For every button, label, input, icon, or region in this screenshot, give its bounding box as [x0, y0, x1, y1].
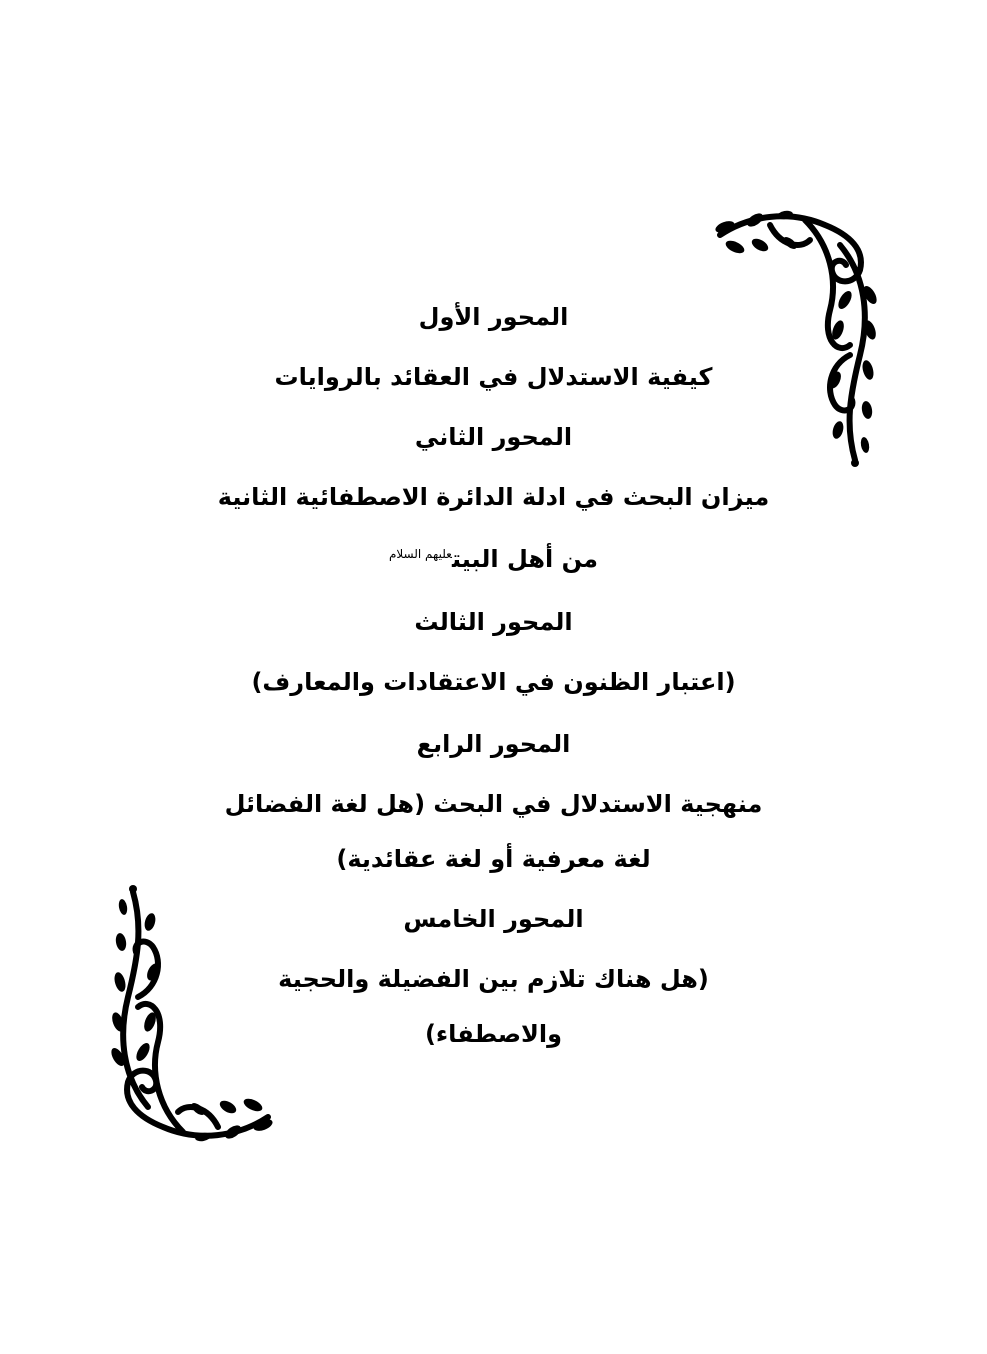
- section-5-line-1: (هل هناك تلازم بين الفضيلة والحجية: [278, 965, 709, 993]
- section-2-line-2-wrapper: [0, 545, 987, 574]
- section-1-heading: المحور الأول: [418, 303, 569, 331]
- section-4-line-1: منهجية الاستدلال في البحث (هل لغة الفضائل: [224, 790, 763, 818]
- section-5-heading: المحور الخامس: [403, 905, 584, 933]
- section-2-line-2: من أهل البيت: [451, 545, 599, 573]
- honorific: عليهم السلام: [388, 547, 452, 561]
- section-3-heading: المحور الثالث: [414, 608, 573, 636]
- section-2-line-1: ميزان البحث في ادلة الدائرة الاصطفائية الثانية: [217, 483, 770, 511]
- section-4-heading: المحور الرابع: [416, 730, 571, 758]
- section-5-line-2: والاصطفاء): [424, 1020, 563, 1048]
- section-1-line-1: كيفية الاستدلال في العقائد بالروايات: [274, 363, 713, 391]
- section-4-line-2: لغة معرفية أو لغة عقائدية): [336, 845, 651, 873]
- section-2-heading: المحور الثاني: [414, 423, 573, 451]
- section-3-line-1: (اعتبار الظنون في الاعتقادات والمعارف): [251, 668, 736, 696]
